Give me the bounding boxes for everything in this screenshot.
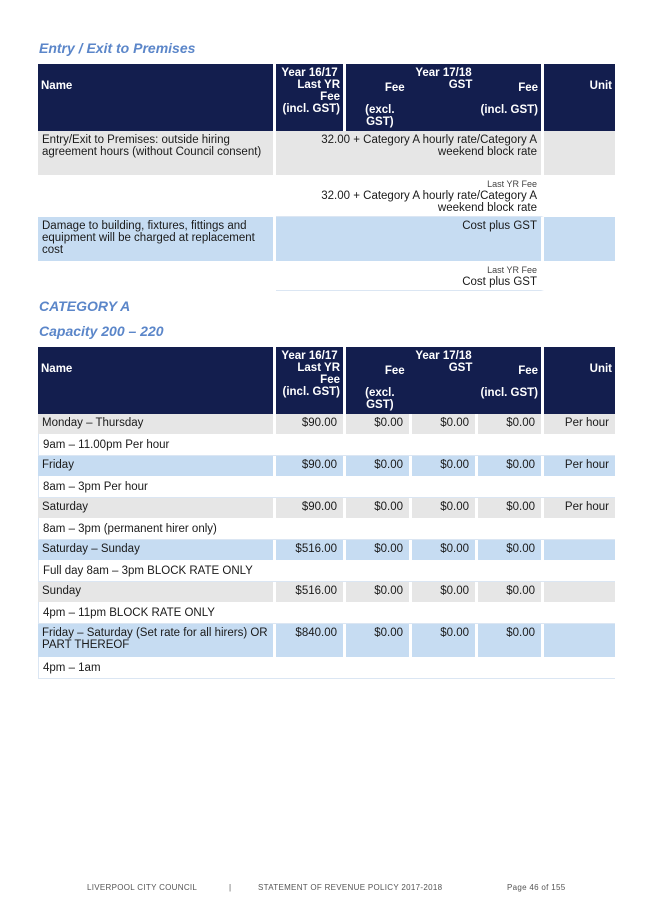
table-row — [38, 498, 615, 518]
section-title-category-a: CATEGORY A — [39, 298, 131, 314]
table-row — [38, 131, 615, 175]
row-gst: $0.00 — [412, 456, 478, 476]
header-fee: Fee — [384, 82, 405, 94]
row-unit — [544, 131, 615, 175]
row-gst: $0.00 — [412, 414, 478, 434]
header-fee-incl — [476, 362, 538, 411]
row-fee-excl-gst: $0.00 — [346, 624, 412, 657]
last-yr-fee-line2: weekend block rate — [437, 202, 538, 214]
header-unit: Unit — [544, 347, 615, 414]
row-time-description: 8am – 3pm (permanent hirer only) — [38, 518, 615, 540]
row-fee-excl-gst: $0.00 — [346, 456, 412, 476]
table-row-subtext — [38, 657, 615, 679]
row-last-yr-fee: $516.00 — [276, 540, 346, 560]
header-fee: Fee — [384, 365, 405, 377]
row-unit — [544, 582, 615, 602]
header-fee-label: Fee — [320, 91, 340, 103]
header-excl-line1: (excl. — [365, 104, 395, 116]
row-time-description: 9am – 11.00pm Per hour — [38, 434, 615, 456]
row-unit — [544, 217, 615, 261]
row-fee-incl-gst: $0.00 — [478, 498, 544, 518]
table-header-row — [38, 64, 615, 131]
row-name: Saturday — [38, 498, 276, 518]
last-yr-fee-note — [276, 175, 544, 217]
row-fee-incl-gst: $0.00 — [478, 582, 544, 602]
table-row-note — [38, 175, 615, 217]
row-last-yr-fee: $90.00 — [276, 498, 346, 518]
row-name: Friday – Saturday (Set rate for all hirers) OR PART THEREOF — [38, 624, 276, 657]
header-excl-line1: (excl. — [365, 387, 395, 399]
table-row — [38, 414, 615, 434]
table-row-subtext — [38, 560, 615, 582]
row-fee-incl-gst: $0.00 — [478, 540, 544, 560]
row-name: Friday — [38, 456, 276, 476]
table-row-subtext — [38, 476, 615, 498]
row-unit — [544, 624, 615, 657]
row-gst: $0.00 — [412, 540, 478, 560]
last-yr-fee-value: Cost plus GST — [462, 276, 538, 288]
footer-page-number: Page 46 of 155 — [507, 883, 566, 892]
footer-document: STATEMENT OF REVENUE POLICY 2017-2018 — [258, 883, 443, 892]
header-year-16-17 — [276, 64, 346, 131]
row-fee-excl-gst: $0.00 — [346, 540, 412, 560]
header-fee-incl-label: Fee — [518, 82, 539, 94]
row-unit: Per hour — [544, 456, 615, 476]
row-unit: Per hour — [544, 414, 615, 434]
header-gst: GST — [448, 79, 473, 91]
row-unit: Per hour — [544, 498, 615, 518]
table-row-subtext — [38, 434, 615, 456]
footer-org: LIVERPOOL CITY COUNCIL — [87, 883, 198, 892]
header-fee-incl — [476, 79, 538, 128]
row-fee-excl-gst: $0.00 — [346, 498, 412, 518]
header-year-17-18 — [346, 64, 544, 131]
header-last-yr: Last YR — [297, 79, 340, 91]
table-header-row — [38, 347, 615, 414]
row-last-yr-fee: $840.00 — [276, 624, 346, 657]
table-row-subtext — [38, 518, 615, 540]
entry-exit-fee-table — [38, 64, 615, 291]
header-year-16-17-label: Year 16/17 — [281, 67, 338, 79]
table-row — [38, 540, 615, 560]
row-name: Saturday – Sunday — [38, 540, 276, 560]
row-gst: $0.00 — [412, 582, 478, 602]
row-fee-incl-gst: $0.00 — [478, 456, 544, 476]
header-name: Name — [38, 347, 276, 414]
row-fee-excl-gst: $0.00 — [346, 582, 412, 602]
row-name: Sunday — [38, 582, 276, 602]
row-time-description: Full day 8am – 3pm BLOCK RATE ONLY — [38, 560, 615, 582]
header-year-17-18-label: Year 17/18 — [415, 67, 472, 79]
header-unit: Unit — [544, 64, 615, 131]
last-yr-fee-label: Last YR Fee — [487, 179, 538, 189]
section-title-entry-exit: Entry / Exit to Premises — [39, 40, 196, 56]
row-name: Entry/Exit to Premises: outside hiring agreement hours (without Council consent) — [38, 131, 276, 175]
header-fee-excl — [349, 79, 411, 128]
header-year-17-18-label: Year 17/18 — [415, 350, 472, 362]
category-a-body — [38, 414, 615, 679]
header-incl-gst: (incl. GST) — [282, 386, 340, 398]
table-row — [38, 624, 615, 657]
row-name: Damage to building, fixtures, fittings and equipment will be charged at replacement cost — [38, 217, 276, 261]
row-unit — [544, 540, 615, 560]
last-yr-fee-label: Last YR Fee — [487, 265, 538, 275]
row-gst: $0.00 — [412, 498, 478, 518]
header-gst: GST — [448, 362, 473, 374]
header-excl-line2: GST) — [366, 116, 394, 128]
section-subtitle-capacity: Capacity 200 – 220 — [39, 323, 164, 339]
row-last-yr-fee: $90.00 — [276, 456, 346, 476]
row-name: Monday – Thursday — [38, 414, 276, 434]
row-last-yr-fee: $90.00 — [276, 414, 346, 434]
row-fee-incl-gst: $0.00 — [478, 414, 544, 434]
row-description-line2: weekend block rate — [437, 146, 538, 158]
table-row-note — [38, 261, 615, 291]
header-fee-incl-label: Fee — [518, 365, 539, 377]
row-time-description: 8am – 3pm Per hour — [38, 476, 615, 498]
header-year-16-17 — [276, 347, 346, 414]
header-fee-label: Fee — [320, 374, 340, 386]
header-incl-gst: (incl. GST) — [282, 103, 340, 115]
header-fee-excl — [349, 362, 411, 411]
header-name: Name — [38, 64, 276, 131]
header-year-17-18 — [346, 347, 544, 414]
table-row — [38, 217, 615, 261]
table-row — [38, 582, 615, 602]
table-row-subtext — [38, 602, 615, 624]
row-fee-excl-gst: $0.00 — [346, 414, 412, 434]
header-incl-gst-2: (incl. GST) — [480, 104, 539, 116]
row-fee-incl-gst: $0.00 — [478, 624, 544, 657]
category-a-fee-table — [38, 347, 615, 679]
row-description: Cost plus GST — [276, 217, 544, 261]
row-last-yr-fee: $516.00 — [276, 582, 346, 602]
footer-separator: | — [229, 883, 232, 892]
last-yr-fee-line1: 32.00 + Category A hourly rate/Category A — [321, 190, 538, 202]
row-time-description: 4pm – 11pm BLOCK RATE ONLY — [38, 602, 615, 624]
header-year-16-17-label: Year 16/17 — [281, 350, 338, 362]
last-yr-fee-note — [276, 261, 544, 291]
header-last-yr: Last YR — [297, 362, 340, 374]
row-time-description: 4pm – 1am — [38, 657, 615, 679]
header-excl-line2: GST) — [366, 399, 394, 411]
header-incl-gst-2: (incl. GST) — [480, 387, 539, 399]
row-description-line1: 32.00 + Category A hourly rate/Category A — [321, 134, 538, 146]
row-description — [276, 131, 544, 175]
row-gst: $0.00 — [412, 624, 478, 657]
table-row — [38, 456, 615, 476]
